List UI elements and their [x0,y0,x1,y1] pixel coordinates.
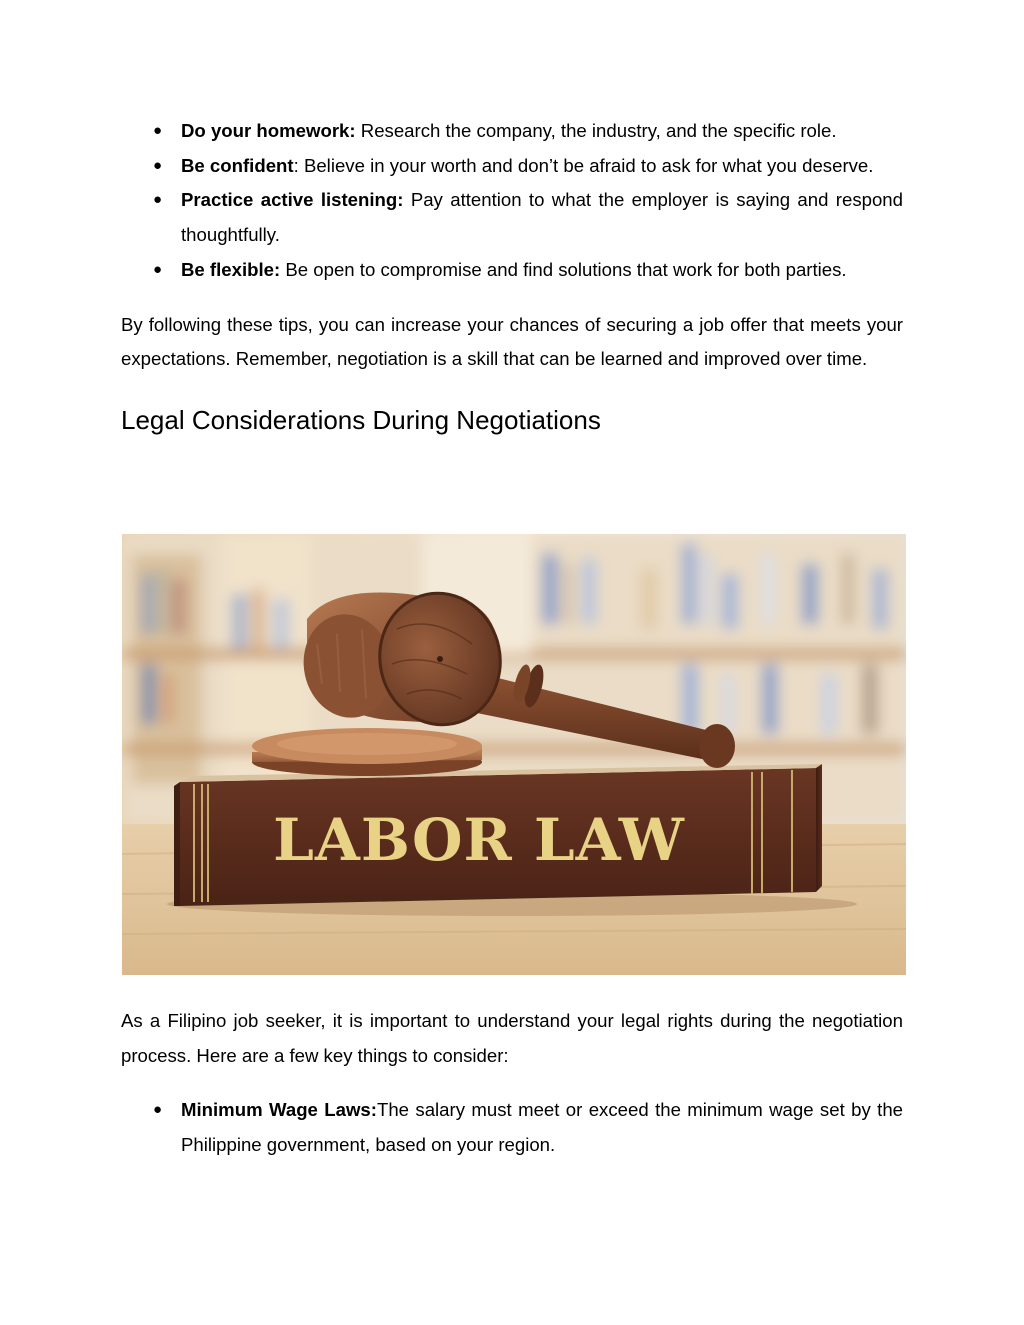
bullet-icon: ● [153,156,163,174]
labor-law-image [122,534,906,975]
document-content [121,114,903,437]
bullet-icon: ● [153,191,163,209]
summary-paragraph: By following these tips, you can increase your chances of securing a job offer that meets your expectations. Remember, negotiation is a skill that can be learned and improved over time. [121,313,903,370]
tip-text: Research the company, the industry, and the specific role. [355,120,837,141]
tip-text: Pay attention to what the employer is saying and respond thoughtfully. [181,189,903,246]
list-item [121,253,903,288]
intro-paragraph: As a Filipino job seeker, it is important to understand your legal rights during the negotiation process. Here are a few key things to consider: [121,1010,903,1066]
list-item [121,114,903,149]
bullet-icon: ● [153,1101,163,1119]
list-item [121,149,903,184]
tip-term: Be confident [181,154,294,176]
tip-text: Be open to compromise and find solutions that work for both parties. [280,258,847,280]
tip-term: Do your homework: [181,120,356,141]
bullet-icon: ● [153,122,163,139]
book-title: LABOR LAW [273,806,685,874]
legal-points-list [121,1093,903,1162]
tip-text: : Believe in your worth and don’t be afraid to ask for what you deserve. [293,154,874,176]
bullet-icon: ● [153,260,163,278]
section-heading: Legal Considerations During Negotiations [121,404,601,435]
document-content-lower [121,1004,903,1163]
tip-term: Be flexible: [181,258,281,280]
legal-term: Minimum Wage Laws: [181,1099,377,1121]
legal-text: The salary must meet or exceed the minimum wage set by the Philippine government, based on your region. [181,1099,903,1156]
list-item [121,183,903,252]
tip-term: Practice active listening: [181,189,404,211]
tips-list [121,114,903,288]
list-item [121,1093,903,1162]
